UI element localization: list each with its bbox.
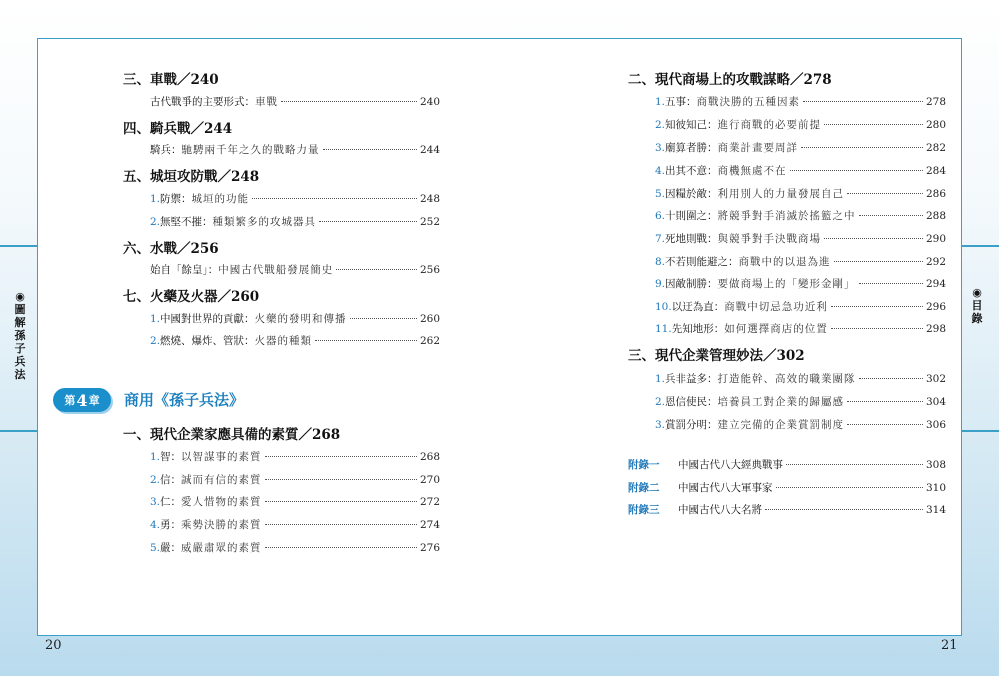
- toc-entry[interactable]: 8. 不若則能避之： 商戰中的以退為進 292: [655, 256, 946, 268]
- section-heading[interactable]: 一、現代企業家應具備的素質／268: [123, 427, 341, 443]
- toc-entry[interactable]: 2. 無堅不摧： 種類繁多的攻城器具 252: [150, 216, 440, 228]
- leader-dots: [336, 269, 417, 270]
- right-page-number: 21: [941, 638, 958, 653]
- leader-dots: [790, 170, 923, 171]
- toc-entry[interactable]: 2. 燃燒、爆炸、管狀： 火器的種類 262: [150, 335, 440, 347]
- leader-dots: [847, 193, 923, 194]
- toc-entry[interactable]: 3. 賞罰分明： 建立完備的企業賞罰制度 306: [655, 419, 946, 431]
- leader-dots: [265, 547, 417, 548]
- right-tab-line-top: [962, 245, 999, 247]
- leader-dots: [281, 101, 417, 102]
- leader-dots: [831, 328, 923, 329]
- toc-entry[interactable]: 3. 仁： 愛人惜物的素質 272: [150, 496, 440, 508]
- leader-dots: [847, 401, 923, 402]
- leader-dots: [824, 124, 923, 125]
- side-bullet-icon: ◉: [972, 286, 982, 299]
- leader-dots: [831, 306, 923, 307]
- appendix-entry[interactable]: 附錄一 中國古代八大經典戰事 308: [628, 459, 946, 471]
- leader-dots: [265, 479, 417, 480]
- section-heading[interactable]: 四、騎兵戰／244: [123, 121, 233, 137]
- leader-dots: [834, 261, 923, 262]
- side-bullet-icon: ◉: [15, 290, 25, 303]
- section-heading[interactable]: 七、火藥及火器／260: [123, 289, 260, 305]
- toc-entry[interactable]: 4. 勇： 乘勢決勝的素質 274: [150, 519, 440, 531]
- toc-entry[interactable]: 9. 因敵制勝： 要做商場上的「變形金剛」 294: [655, 278, 946, 290]
- toc-entry[interactable]: 2. 恩信使民： 培養員工對企業的歸屬感 304: [655, 396, 946, 408]
- section-heading[interactable]: 五、城垣攻防戰／248: [123, 169, 260, 185]
- leader-dots: [801, 147, 923, 148]
- toc-entry[interactable]: 1. 防禦： 城垣的功能 248: [150, 193, 440, 205]
- leader-dots: [847, 424, 923, 425]
- leader-dots: [859, 283, 923, 284]
- toc-entry[interactable]: 1. 兵非益多： 打造能幹、高效的職業團隊 302: [655, 373, 946, 385]
- leader-dots: [315, 340, 417, 341]
- leader-dots: [765, 509, 923, 510]
- leader-dots: [786, 464, 923, 465]
- leader-dots: [319, 221, 417, 222]
- leader-dots: [776, 487, 923, 488]
- toc-entry[interactable]: 10. 以迂為直： 商戰中切忌急功近利 296: [655, 301, 946, 313]
- toc-entry[interactable]: 5. 因糧於敵： 利用別人的力量發展自己 286: [655, 188, 946, 200]
- chapter-title[interactable]: 商用《孫子兵法》: [124, 391, 245, 409]
- appendix-entry[interactable]: 附錄二 中國古代八大軍事家 310: [628, 482, 946, 494]
- toc-entry[interactable]: 11. 先知地形： 如何選擇商店的位置 298: [655, 323, 946, 335]
- right-side-label: ◉ 目 錄: [968, 286, 986, 325]
- toc-entry[interactable]: 7. 死地則戰： 與競爭對手決戰商場 290: [655, 233, 946, 245]
- left-side-label: ◉ 圖 解 孫 子 兵 法: [11, 290, 29, 381]
- toc-entry[interactable]: 古代戰爭的主要形式： 車戰 240: [150, 96, 440, 108]
- left-tab-line-top: [0, 245, 37, 247]
- leader-dots: [323, 149, 417, 150]
- leader-dots: [824, 238, 923, 239]
- toc-entry[interactable]: 6. 十則圍之： 將競爭對手消滅於搖籃之中 288: [655, 210, 946, 222]
- left-tab-line-bottom: [0, 430, 37, 432]
- leader-dots: [859, 215, 923, 216]
- leader-dots: [265, 456, 417, 457]
- left-page-number: 20: [45, 638, 62, 653]
- leader-dots: [252, 198, 417, 199]
- toc-entry[interactable]: 1. 五事： 商戰決勝的五種因素 278: [655, 96, 946, 108]
- leader-dots: [859, 378, 923, 379]
- toc-entry[interactable]: 騎兵： 馳騁兩千年之久的戰略力量 244: [150, 144, 440, 156]
- leader-dots: [265, 524, 417, 525]
- section-heading[interactable]: 三、車戰／240: [123, 72, 219, 88]
- right-tab-line-bottom: [962, 430, 999, 432]
- toc-entry[interactable]: 始自「餘皇」： 中國古代戰船發展簡史 256: [150, 264, 440, 276]
- appendix-entry[interactable]: 附錄三 中國古代八大名將 314: [628, 504, 946, 516]
- toc-entry[interactable]: 5. 嚴： 威嚴肅眾的素質 276: [150, 542, 440, 554]
- section-heading[interactable]: 三、現代企業管理妙法／302: [628, 348, 805, 364]
- leader-dots: [803, 101, 923, 102]
- toc-entry[interactable]: 2. 信： 誠而有信的素質 270: [150, 474, 440, 486]
- toc-entry[interactable]: 4. 出其不意： 商機無處不在 284: [655, 165, 946, 177]
- section-heading[interactable]: 六、水戰／256: [123, 241, 219, 257]
- leader-dots: [350, 318, 417, 319]
- leader-dots: [265, 501, 417, 502]
- toc-entry[interactable]: 1. 智： 以智謀事的素質 268: [150, 451, 440, 463]
- toc-entry[interactable]: 2. 知彼知己： 進行商戰的必要前提 280: [655, 119, 946, 131]
- toc-entry[interactable]: 1. 中國對世界的貢獻： 火藥的發明和傳播 260: [150, 313, 440, 325]
- toc-entry[interactable]: 3. 廟算者勝： 商業計畫要周詳 282: [655, 142, 946, 154]
- chapter-badge: 第 4 章: [53, 388, 111, 412]
- section-heading[interactable]: 二、現代商場上的攻戰謀略／278: [628, 72, 832, 88]
